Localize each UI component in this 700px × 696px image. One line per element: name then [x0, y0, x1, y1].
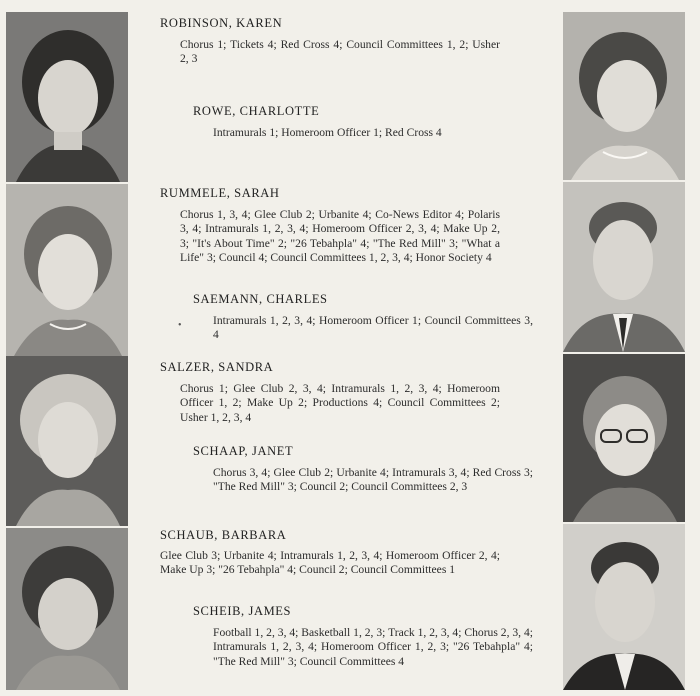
student-name: RUMMELE, SARAH — [160, 186, 280, 200]
student-activities: Chorus 1; Tickets 4; Red Cross 4; Council Committees 1, 2; Usher 2, 3 — [180, 38, 500, 66]
student-name: ROBINSON, KAREN — [160, 16, 283, 30]
portrait-photo-salzer-sandra — [6, 356, 128, 526]
student-name: SAEMANN, CHARLES — [193, 292, 328, 306]
student-entry — [160, 186, 500, 266]
student-entry — [160, 528, 500, 578]
portrait-photo-saemann-charles — [563, 182, 685, 352]
portrait-photo-rummele-sarah — [6, 184, 128, 356]
student-name: ROWE, CHARLOTTE — [193, 104, 320, 118]
stray-mark: • — [178, 320, 182, 331]
student-activities: Intramurals 1, 2, 3, 4; Homeroom Officer 1; Council Committees 3, 4 — [213, 314, 533, 342]
student-entry — [193, 604, 533, 669]
student-activities: Intramurals 1; Homeroom Officer 1; Red Cross 4 — [213, 126, 442, 139]
student-entry — [193, 104, 533, 140]
student-name: SCHAUB, BARBARA — [160, 528, 287, 542]
student-activities: Football 1, 2, 3, 4; Basketball 1, 2, 3; Track 1, 2, 3, 4; Chorus 2, 3, 4; Intramurals 1, 2, 3, 4; Homeroom Officer 1, 2, 3; "26 Tebahpla" 4; "The Red Mill" 3; Council Committees 4 — [213, 626, 533, 668]
portrait-photo-schaap-janet — [563, 354, 685, 522]
portrait-photo-scheib-james — [563, 524, 685, 690]
student-entry — [160, 360, 500, 425]
student-entry — [160, 16, 500, 67]
student-name: SCHEIB, JAMES — [193, 604, 292, 618]
student-name: SCHAAP, JANET — [193, 444, 294, 458]
student-entry — [193, 292, 533, 343]
student-activities: Chorus 1; Glee Club 2, 3, 4; Intramurals 1, 2, 3, 4; Homeroom Officer 1, 2; Make Up 2; Productions 4; Council Committees 2; Usher 1, 2, 3, 4 — [180, 382, 500, 424]
student-activities: Chorus 1, 3, 4; Glee Club 2; Urbanite 4; Co-News Editor 4; Polaris 3, 4; Intramurals 1, 2, 3, 4; Homeroom Officer 2, 3, 4; Make Up 2, 3; "It's About Time" 2; "26 Tebahpla" 4; "The Red Mill" 3; "What a Life" 3; Council 4; Council Committees 1, 2, 3, 4; Honor Society 4 — [180, 208, 500, 265]
student-entry — [193, 444, 533, 495]
portrait-photo-robinson-karen — [6, 12, 128, 182]
student-activities: Glee Club 3; Urbanite 4; Intramurals 1, 2, 3, 4; Homeroom Officer 2, 4; Make Up 3; "26 Tebahpla" 4; Council 2; Council Committees 1 — [160, 549, 500, 577]
portrait-photo-rowe-charlotte — [563, 12, 685, 180]
student-activities: Chorus 3, 4; Glee Club 2; Urbanite 4; Intramurals 3, 4; Red Cross 3; "The Red Mill" 3; Council 2; Council Committees 2, 3 — [213, 466, 533, 494]
student-name: SALZER, SANDRA — [160, 360, 274, 374]
portrait-photo-schaub-barbara — [6, 528, 128, 690]
